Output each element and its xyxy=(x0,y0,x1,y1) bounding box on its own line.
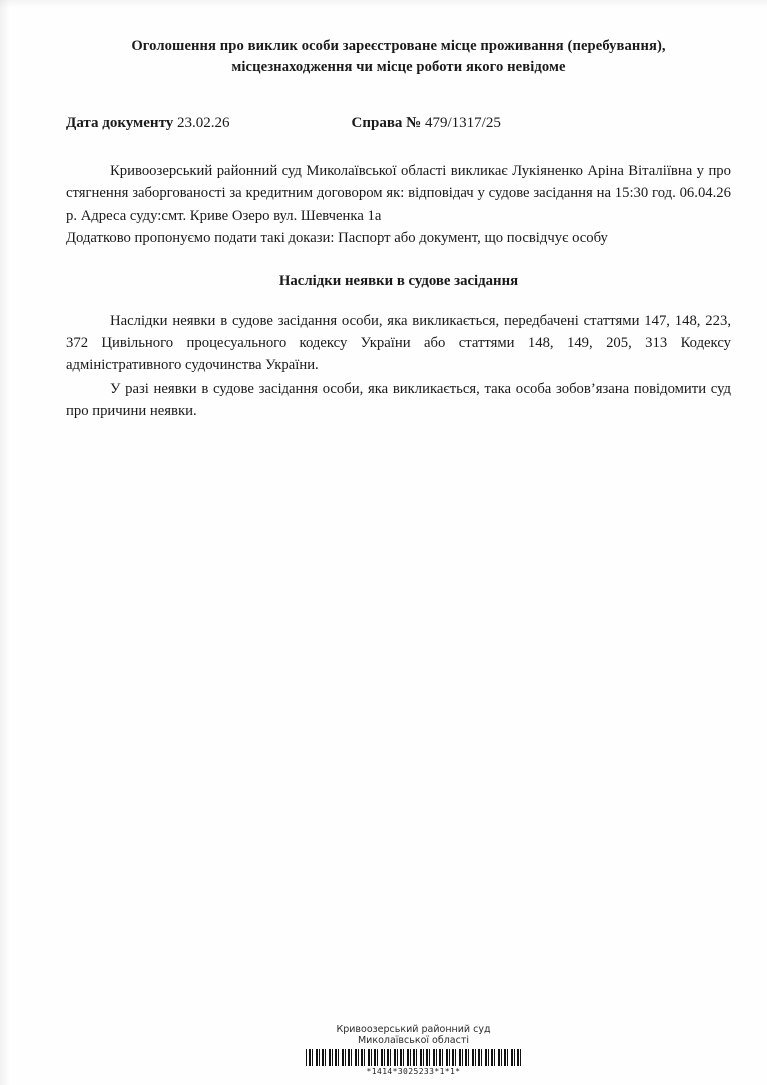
document-date-label: Дата документу xyxy=(66,115,174,132)
document-date xyxy=(66,115,230,132)
scan-edge-shading-top xyxy=(0,0,767,8)
consequences-paragraph-2: У разі неявки в судове засідання особи, яка викликається, така особа зобов’язана повідомити суд про причини неявки. xyxy=(66,380,731,419)
document-meta-row xyxy=(66,115,731,132)
section-heading-consequences: Наслідки неявки в судове засідання xyxy=(278,272,519,289)
document-content xyxy=(66,36,731,422)
court-stamp-text xyxy=(60,1025,767,1047)
page-title-line-1: Оголошення про виклик особи зареєстроване місце проживання (перебування), xyxy=(131,38,666,54)
court-stamp-line-2: Миколаївської області xyxy=(357,1035,470,1047)
page-title xyxy=(80,36,717,77)
barcode-icon xyxy=(306,1049,522,1066)
case-number-label: Справа № xyxy=(351,115,422,132)
court-stamp-line-1: Кривоозерський районний суд xyxy=(336,1024,491,1036)
case-number xyxy=(352,115,501,132)
scan-edge-shading-left xyxy=(0,0,10,1085)
consequences-paragraph-1: Наслідки неявки в судове засідання особи, яка викликається, передбачені статтями 147, 148, 223, 372 Цивільного процесуального кодексу України або статтями 148, 149, 205, 313 Кодексу адміністративного судочинства України. xyxy=(66,312,731,373)
page-title-line-2: місцезнаходження чи місце роботи якого невідоме xyxy=(231,58,566,75)
case-number-value: 479/1317/25 xyxy=(425,115,501,132)
evidence-paragraph: Додатково пропонуємо подати такі докази: Паспорт або документ, що посвідчує особу xyxy=(66,229,608,246)
document-date-value: 23.02.26 xyxy=(177,115,230,132)
footer-stamp xyxy=(0,1025,767,1079)
barcode-value: *1414*3025233*1*1* xyxy=(366,1067,461,1076)
barcode-block xyxy=(306,1049,522,1076)
summons-body-paragraph: Кривоозерський районний суд Миколаївської області викликає Лукіяненко Аріна Віталіївна у про стягнення заборгованості за кредитним договором як: відповідач у судове засідання на 15:30 год. 06.04.26 р. Адреса суду:смт. Криве Озеро вул. Шевченка 1а xyxy=(66,163,731,224)
